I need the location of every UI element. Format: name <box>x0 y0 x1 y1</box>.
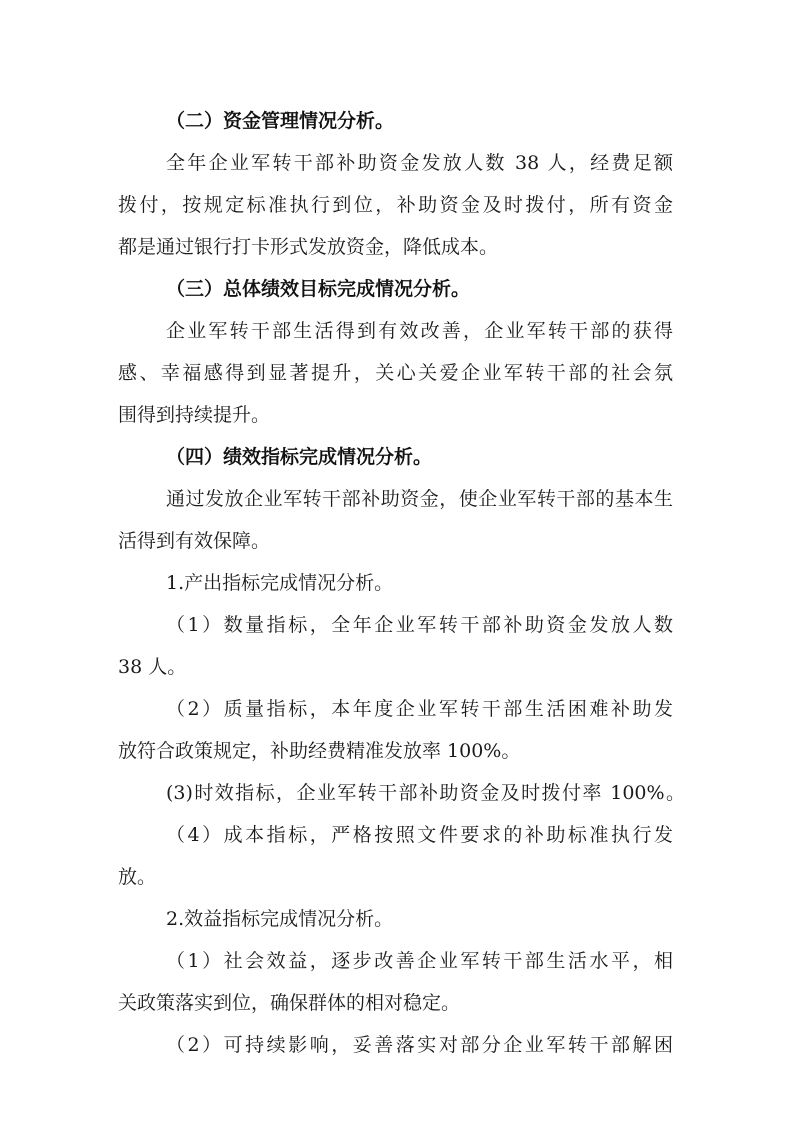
section-heading-indicators: （四）绩效指标完成情况分析。 <box>166 446 433 468</box>
paragraph-line: 放。 <box>118 866 157 888</box>
paragraph-line: （1）社会效益，逐步改善企业军转干部生活水平，相 <box>166 950 673 972</box>
paragraph-line: 企业军转干部生活得到有效改善，企业军转干部的获得 <box>166 320 673 342</box>
paragraph-line: （4）成本指标，严格按照文件要求的补助标准执行发 <box>166 824 673 846</box>
paragraph-line: (3)时效指标，企业军转干部补助资金及时拨付率 100%。 <box>166 782 685 804</box>
paragraph-line: （1）数量指标，全年企业军转干部补助资金发放人数 <box>166 614 673 636</box>
section-heading-funds: （二）资金管理情况分析。 <box>166 110 395 132</box>
paragraph-line: 通过发放企业军转干部补助资金，使企业军转干部的基本生 <box>166 488 673 510</box>
paragraph-line: （2）可持续影响，妥善落实对部分企业军转干部解困 <box>166 1034 673 1056</box>
paragraph-line: 38 人。 <box>118 656 187 678</box>
paragraph-line: 全年企业军转干部补助资金发放人数 38 人，经费足额 <box>166 152 673 174</box>
section-heading-targets: （三）总体绩效目标完成情况分析。 <box>166 278 471 300</box>
subheading-output: 1.产出指标完成情况分析。 <box>166 572 394 594</box>
subheading-benefit: 2.效益指标完成情况分析。 <box>166 908 394 930</box>
paragraph-line: 活得到有效保障。 <box>118 530 271 552</box>
paragraph-line: （2）质量指标，本年度企业军转干部生活困难补助发 <box>166 698 673 720</box>
paragraph-line: 拨付，按规定标准执行到位，补助资金及时拨付，所有资金 <box>118 194 673 216</box>
paragraph-line: 围得到持续提升。 <box>118 404 271 426</box>
paragraph-line: 放符合政策规定，补助经费精准发放率 100%。 <box>118 740 521 762</box>
paragraph-line: 感、幸福感得到显著提升，关心关爱企业军转干部的社会氛 <box>118 362 673 384</box>
paragraph-line: 都是通过银行打卡形式发放资金，降低成本。 <box>118 236 499 258</box>
paragraph-line: 关政策落实到位，确保群体的相对稳定。 <box>118 992 461 1014</box>
